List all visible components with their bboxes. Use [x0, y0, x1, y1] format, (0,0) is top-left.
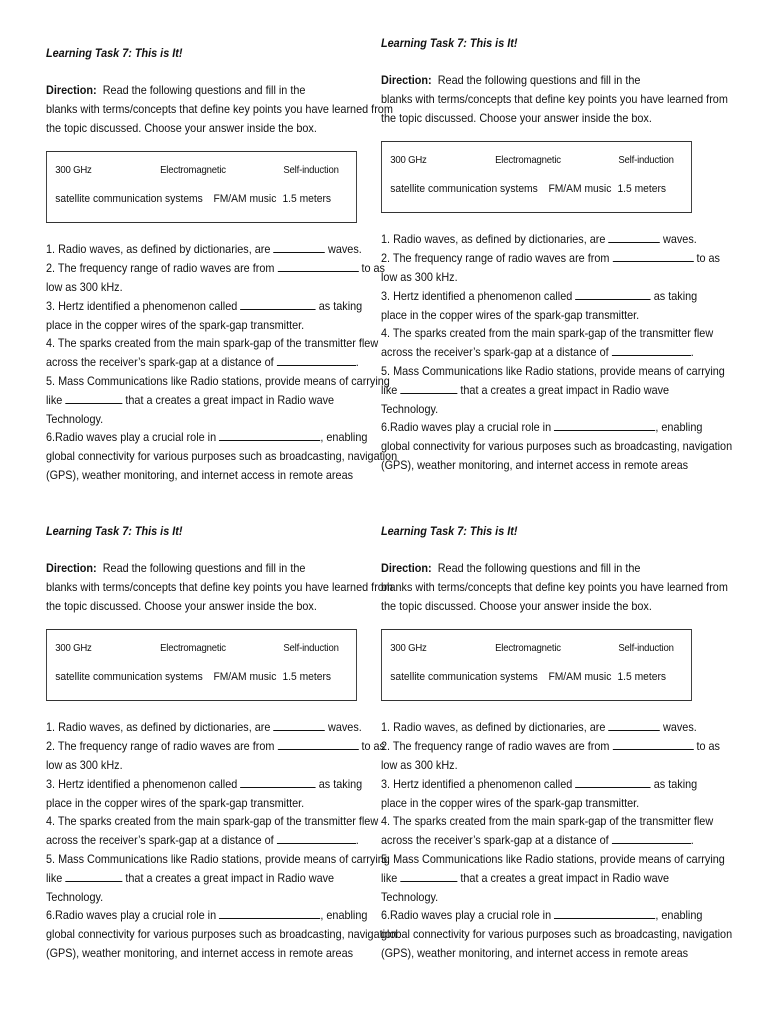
question-list	[46, 240, 398, 484]
answer-blank[interactable]	[608, 230, 660, 243]
answer-box	[381, 141, 692, 213]
answer-term-1-5-meters: 1.5 meters	[617, 183, 667, 196]
question-2: 2. The frequency range of radio waves are from to as low as 300 kHz.	[46, 261, 385, 294]
answer-term-1-5-meters: 1.5 meters	[282, 193, 332, 206]
answer-term-self-induction: Self-induction	[618, 643, 674, 655]
answer-box	[46, 151, 357, 223]
direction-text	[46, 81, 393, 137]
answer-term-electromagnetic: Electromagnetic	[495, 155, 561, 167]
question-5: 5. Mass Communications like Radio stations, provide means of carrying like that a creates a great impact in Radio wave Technology.	[46, 373, 390, 426]
worksheet-title: Learning Task 7: This is It!	[381, 36, 518, 50]
question-4: 4. The sparks created from the main spark-gap of the transmitter flew across the receiver’s spark-gap at a distance of .	[381, 326, 714, 360]
answer-term-self-induction: Self-induction	[618, 155, 674, 167]
answer-blank[interactable]	[612, 737, 693, 750]
worksheet-bottom-right	[381, 522, 733, 963]
worksheet-title: Learning Task 7: This is It!	[46, 46, 183, 60]
question-5: 5. Mass Communications like Radio stations, provide means of carrying like that a creates a great impact in Radio wave Technology.	[381, 363, 725, 416]
answer-blank[interactable]	[65, 869, 122, 882]
answer-blank[interactable]	[273, 718, 325, 731]
question-3: 3. Hertz identified a phenomenon called as taking place in the copper wires of the spark-gap transmitter.	[46, 776, 363, 810]
answer-term-300ghz: 300 GHz	[55, 643, 92, 655]
answer-term-fm-am-music: FM/AM music	[213, 193, 277, 206]
question-3: 3. Hertz identified a phenomenon called as taking place in the copper wires of the spark-gap transmitter.	[381, 776, 698, 810]
answer-blank[interactable]	[277, 353, 356, 366]
direction-label: Direction:	[46, 561, 97, 575]
answer-blank[interactable]	[219, 906, 320, 919]
question-2: 2. The frequency range of radio waves are from to as low as 300 kHz.	[381, 251, 720, 284]
question-1: 1. Radio waves, as defined by dictionaries, are waves.	[381, 232, 697, 247]
answer-blank[interactable]	[612, 249, 693, 262]
answer-box	[46, 629, 357, 701]
worksheet-bottom-left	[46, 522, 398, 963]
worksheet-top-left	[46, 44, 398, 485]
direction-line-3: the topic discussed. Choose your answer inside the box.	[381, 598, 652, 613]
answer-blank[interactable]	[277, 259, 358, 272]
answer-term-satellite: satellite communication systems	[55, 193, 203, 206]
question-4: 4. The sparks created from the main spark-gap of the transmitter flew across the receiver’s spark-gap at a distance of .	[46, 814, 379, 848]
answer-term-electromagnetic: Electromagnetic	[160, 165, 226, 177]
direction-line-1: Read the following questions and fill in the	[437, 561, 641, 575]
answer-blank[interactable]	[277, 737, 358, 750]
answer-term-fm-am-music: FM/AM music	[213, 671, 277, 684]
direction-line-2: blanks with terms/concepts that define key points you have learned from	[381, 579, 728, 594]
question-3: 3. Hertz identified a phenomenon called as taking place in the copper wires of the spark-gap transmitter.	[46, 298, 363, 332]
direction-label: Direction:	[46, 83, 97, 97]
answer-blank[interactable]	[575, 775, 650, 788]
answer-blank[interactable]	[273, 240, 325, 253]
question-6: 6.Radio waves play a crucial role in , enabling global connectivity for various purposes such as broadcasting, navigation (GPS), weather monitoring, and internet access in remote areas	[381, 908, 733, 960]
question-5: 5. Mass Communications like Radio stations, provide means of carrying like that a creates a great impact in Radio wave Technology.	[46, 851, 390, 904]
question-list	[381, 718, 733, 962]
question-4: 4. The sparks created from the main spark-gap of the transmitter flew across the receiver’s spark-gap at a distance of .	[46, 336, 379, 370]
answer-blank[interactable]	[65, 391, 122, 404]
question-2: 2. The frequency range of radio waves are from to as low as 300 kHz.	[381, 739, 720, 772]
question-1: 1. Radio waves, as defined by dictionaries, are waves.	[381, 720, 697, 735]
answer-blank[interactable]	[612, 831, 691, 844]
answer-blank[interactable]	[240, 297, 315, 310]
answer-term-fm-am-music: FM/AM music	[548, 671, 612, 684]
answer-blank[interactable]	[400, 869, 457, 882]
answer-blank[interactable]	[575, 287, 650, 300]
answer-term-300ghz: 300 GHz	[390, 643, 427, 655]
answer-term-electromagnetic: Electromagnetic	[160, 643, 226, 655]
answer-blank[interactable]	[277, 831, 356, 844]
answer-term-electromagnetic: Electromagnetic	[495, 643, 561, 655]
answer-blank[interactable]	[219, 428, 320, 441]
direction-label: Direction:	[381, 73, 432, 87]
question-2: 2. The frequency range of radio waves are from to as low as 300 kHz.	[46, 739, 385, 772]
answer-term-1-5-meters: 1.5 meters	[282, 671, 332, 684]
worksheet-title: Learning Task 7: This is It!	[46, 524, 183, 538]
answer-term-300ghz: 300 GHz	[390, 155, 427, 167]
answer-blank[interactable]	[240, 775, 315, 788]
question-6: 6.Radio waves play a crucial role in , enabling global connectivity for various purposes such as broadcasting, navigation (GPS), weather monitoring, and internet access in remote areas	[381, 420, 733, 472]
answer-term-satellite: satellite communication systems	[55, 671, 203, 684]
answer-term-1-5-meters: 1.5 meters	[617, 671, 667, 684]
direction-text	[381, 71, 728, 127]
answer-box	[381, 629, 692, 701]
question-3: 3. Hertz identified a phenomenon called as taking place in the copper wires of the spark-gap transmitter.	[381, 288, 698, 322]
answer-term-300ghz: 300 GHz	[55, 165, 92, 177]
answer-blank[interactable]	[554, 418, 655, 431]
direction-line-1: Read the following questions and fill in the	[437, 73, 641, 87]
worksheet-title: Learning Task 7: This is It!	[381, 524, 518, 538]
direction-label: Direction:	[381, 561, 432, 575]
direction-line-1: Read the following questions and fill in the	[102, 561, 306, 575]
direction-text	[46, 559, 393, 615]
answer-term-self-induction: Self-induction	[283, 165, 339, 177]
worksheet-top-right	[381, 34, 733, 475]
direction-line-1: Read the following questions and fill in the	[102, 83, 306, 97]
direction-line-3: the topic discussed. Choose your answer inside the box.	[46, 598, 317, 613]
question-list	[46, 718, 398, 962]
answer-blank[interactable]	[612, 343, 691, 356]
question-1: 1. Radio waves, as defined by dictionaries, are waves.	[46, 242, 362, 257]
answer-blank[interactable]	[554, 906, 655, 919]
answer-blank[interactable]	[608, 718, 660, 731]
answer-blank[interactable]	[400, 381, 457, 394]
direction-line-2: blanks with terms/concepts that define key points you have learned from	[46, 579, 393, 594]
answer-term-satellite: satellite communication systems	[390, 671, 538, 684]
answer-term-fm-am-music: FM/AM music	[548, 183, 612, 196]
direction-text	[381, 559, 728, 615]
question-5: 5. Mass Communications like Radio stations, provide means of carrying like that a creates a great impact in Radio wave Technology.	[381, 851, 725, 904]
direction-line-3: the topic discussed. Choose your answer inside the box.	[46, 120, 317, 135]
direction-line-3: the topic discussed. Choose your answer inside the box.	[381, 110, 652, 125]
question-6: 6.Radio waves play a crucial role in , enabling global connectivity for various purposes such as broadcasting, navigation (GPS), weather monitoring, and internet access in remote areas	[46, 908, 398, 960]
question-list	[381, 230, 733, 474]
direction-line-2: blanks with terms/concepts that define key points you have learned from	[381, 91, 728, 106]
question-1: 1. Radio waves, as defined by dictionaries, are waves.	[46, 720, 362, 735]
question-4: 4. The sparks created from the main spark-gap of the transmitter flew across the receiver’s spark-gap at a distance of .	[381, 814, 714, 848]
question-6: 6.Radio waves play a crucial role in , enabling global connectivity for various purposes such as broadcasting, navigation (GPS), weather monitoring, and internet access in remote areas	[46, 430, 398, 482]
answer-term-self-induction: Self-induction	[283, 643, 339, 655]
direction-line-2: blanks with terms/concepts that define key points you have learned from	[46, 101, 393, 116]
answer-term-satellite: satellite communication systems	[390, 183, 538, 196]
